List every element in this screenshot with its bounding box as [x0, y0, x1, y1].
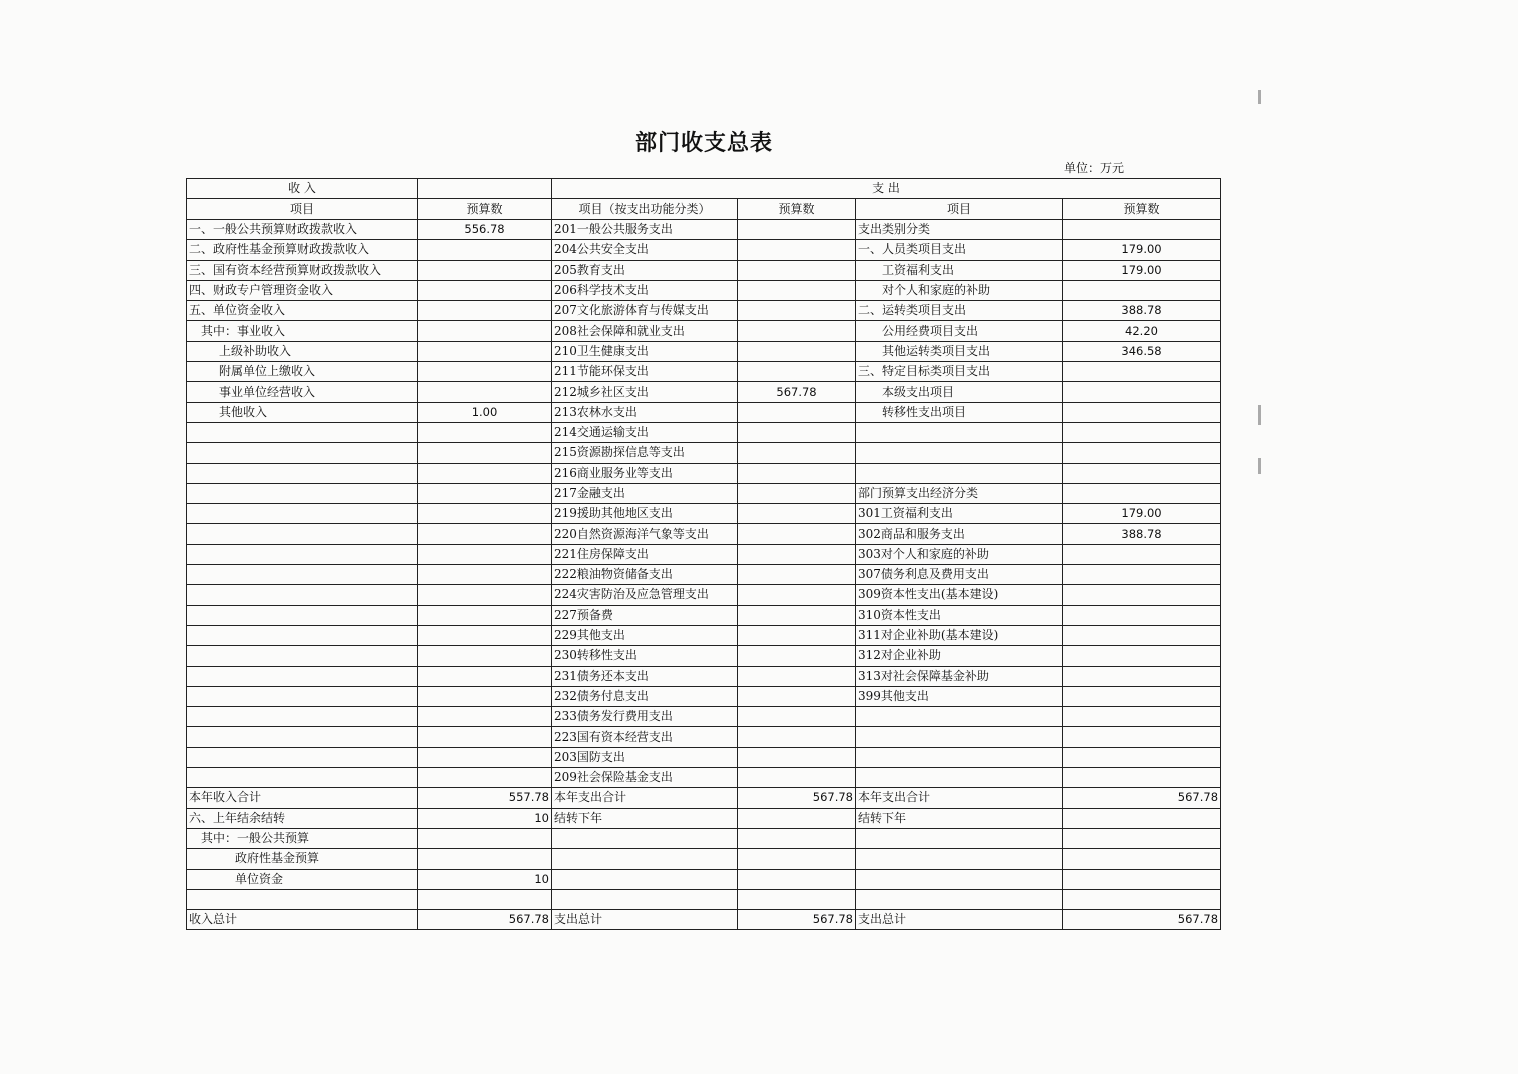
function-budget-cell [738, 220, 856, 240]
category-budget-cell [1063, 747, 1221, 767]
header-row-columns [187, 199, 1221, 220]
category-item-cell: 303对个人和家庭的补助 [856, 544, 1063, 564]
category-item-cell: 399其他支出 [856, 686, 1063, 706]
income-item-cell [187, 747, 418, 767]
income-budget-cell [418, 544, 552, 564]
income-item-cell: 一、一般公共预算财政拨款收入 [187, 220, 418, 240]
function-item-cell: 217金融支出 [552, 483, 738, 503]
function-item-cell: 201一般公共服务支出 [552, 220, 738, 240]
income-item-cell: 二、政府性基金预算财政拨款收入 [187, 240, 418, 260]
income-budget-cell [418, 585, 552, 605]
income-item-cell [187, 504, 418, 524]
function-item-cell: 210卫生健康支出 [552, 341, 738, 361]
category-budget-cell: 567.78 [1063, 788, 1221, 808]
table-row [187, 260, 1221, 280]
category-item-cell: 本级支出项目 [856, 382, 1063, 402]
category-budget-cell: 346.58 [1063, 341, 1221, 361]
function-budget-cell [738, 625, 856, 645]
income-item-cell [187, 686, 418, 706]
function-budget-cell [738, 422, 856, 442]
table-row [187, 808, 1221, 828]
function-budget-cell [738, 849, 856, 869]
income-item-cell [187, 443, 418, 463]
page-title: 部门收支总表 [634, 131, 773, 156]
category-item-cell: 二、运转类项目支出 [856, 301, 1063, 321]
table-row [187, 686, 1221, 706]
function-item-cell: 209社会保险基金支出 [552, 768, 738, 788]
category-item-cell [856, 889, 1063, 909]
income-budget-cell [418, 646, 552, 666]
category-item-cell [856, 727, 1063, 747]
income-budget-cell [418, 849, 552, 869]
category-budget-cell [1063, 828, 1221, 848]
income-item-cell [187, 544, 418, 564]
col-header-income-budget: 预算数 [418, 199, 552, 220]
category-budget-cell: 567.78 [1063, 910, 1221, 930]
col-header-income-item: 项目 [187, 199, 418, 220]
table-row [187, 443, 1221, 463]
function-item-cell: 224灾害防治及应急管理支出 [552, 585, 738, 605]
function-budget-cell [738, 362, 856, 382]
income-budget-cell [418, 280, 552, 300]
income-budget-cell [418, 625, 552, 645]
function-item-cell [552, 889, 738, 909]
col-header-function-item: 项目（按支出功能分类） [552, 199, 738, 220]
category-budget-cell: 388.78 [1063, 524, 1221, 544]
function-budget-cell [738, 585, 856, 605]
income-budget-cell [418, 504, 552, 524]
category-budget-cell [1063, 280, 1221, 300]
function-item-cell: 232债务付息支出 [552, 686, 738, 706]
function-item-cell: 233债务发行费用支出 [552, 707, 738, 727]
income-item-cell [187, 768, 418, 788]
table-row [187, 585, 1221, 605]
category-budget-cell [1063, 402, 1221, 422]
income-item-cell [187, 889, 418, 909]
category-item-cell: 313对社会保障基金补助 [856, 666, 1063, 686]
category-item-cell [856, 422, 1063, 442]
function-budget-cell [738, 727, 856, 747]
function-budget-cell [738, 808, 856, 828]
category-item-cell [856, 463, 1063, 483]
category-budget-cell [1063, 220, 1221, 240]
table-row [187, 301, 1221, 321]
function-budget-cell [738, 443, 856, 463]
category-budget-cell [1063, 422, 1221, 442]
income-item-cell [187, 666, 418, 686]
table-row [187, 402, 1221, 422]
function-budget-cell [738, 280, 856, 300]
scan-mark [1258, 405, 1261, 425]
scan-mark [1258, 458, 1261, 474]
income-budget-cell [418, 362, 552, 382]
category-item-cell: 307债务利息及费用支出 [856, 565, 1063, 585]
table-row [187, 869, 1221, 889]
function-item-cell: 222粮油物资储备支出 [552, 565, 738, 585]
table-row [187, 910, 1221, 930]
category-budget-cell [1063, 849, 1221, 869]
income-budget-cell [418, 443, 552, 463]
function-item-cell: 229其他支出 [552, 625, 738, 645]
category-budget-cell: 179.00 [1063, 260, 1221, 280]
function-budget-cell [738, 463, 856, 483]
function-item-cell: 结转下年 [552, 808, 738, 828]
budget-summary-table [186, 178, 1221, 930]
category-item-cell [856, 849, 1063, 869]
income-budget-cell [418, 341, 552, 361]
table-row [187, 828, 1221, 848]
function-budget-cell [738, 483, 856, 503]
income-budget-cell: 567.78 [418, 910, 552, 930]
expense-header: 支 出 [552, 179, 1221, 199]
income-item-cell: 三、国有资本经营预算财政拨款收入 [187, 260, 418, 280]
function-budget-cell [738, 544, 856, 564]
category-budget-cell [1063, 727, 1221, 747]
function-budget-cell: 567.78 [738, 910, 856, 930]
function-item-cell: 208社会保障和就业支出 [552, 321, 738, 341]
table-row [187, 321, 1221, 341]
category-item-cell: 其他运转类项目支出 [856, 341, 1063, 361]
category-budget-cell [1063, 686, 1221, 706]
category-budget-cell: 179.00 [1063, 240, 1221, 260]
income-item-cell [187, 524, 418, 544]
income-item-cell [187, 565, 418, 585]
category-item-cell: 转移性支出项目 [856, 402, 1063, 422]
income-item-cell [187, 707, 418, 727]
function-item-cell: 203国防支出 [552, 747, 738, 767]
function-item-cell: 221住房保障支出 [552, 544, 738, 564]
income-item-cell [187, 646, 418, 666]
income-item-cell: 事业单位经营收入 [187, 382, 418, 402]
income-item-cell: 附属单位上缴收入 [187, 362, 418, 382]
income-item-cell: 其他收入 [187, 402, 418, 422]
category-budget-cell [1063, 565, 1221, 585]
function-item-cell: 223国有资本经营支出 [552, 727, 738, 747]
category-item-cell: 部门预算支出经济分类 [856, 483, 1063, 503]
category-budget-cell [1063, 443, 1221, 463]
income-budget-cell [418, 422, 552, 442]
category-item-cell: 一、人员类项目支出 [856, 240, 1063, 260]
function-budget-cell [738, 504, 856, 524]
table-row [187, 220, 1221, 240]
income-budget-cell: 1.00 [418, 402, 552, 422]
function-budget-cell [738, 747, 856, 767]
income-item-cell: 其中：一般公共预算 [187, 828, 418, 848]
category-budget-cell: 42.20 [1063, 321, 1221, 341]
category-budget-cell [1063, 707, 1221, 727]
category-item-cell: 309资本性支出(基本建设) [856, 585, 1063, 605]
category-budget-cell [1063, 768, 1221, 788]
category-budget-cell [1063, 646, 1221, 666]
category-budget-cell [1063, 382, 1221, 402]
table-row [187, 483, 1221, 503]
income-budget-cell [418, 707, 552, 727]
category-budget-cell [1063, 625, 1221, 645]
income-budget-cell [418, 666, 552, 686]
income-budget-cell [418, 463, 552, 483]
income-budget-cell: 557.78 [418, 788, 552, 808]
income-budget-cell: 556.78 [418, 220, 552, 240]
table-row [187, 889, 1221, 909]
category-item-cell: 三、特定目标类项目支出 [856, 362, 1063, 382]
function-item-cell [552, 869, 738, 889]
table-row [187, 768, 1221, 788]
function-budget-cell [738, 646, 856, 666]
scan-mark [1258, 90, 1261, 104]
income-item-cell [187, 422, 418, 442]
table-row [187, 625, 1221, 645]
category-item-cell: 本年支出合计 [856, 788, 1063, 808]
category-budget-cell [1063, 666, 1221, 686]
category-budget-cell [1063, 808, 1221, 828]
income-budget-cell [418, 301, 552, 321]
table-row [187, 240, 1221, 260]
income-budget-cell [418, 686, 552, 706]
category-item-cell: 310资本性支出 [856, 605, 1063, 625]
col-header-function-budget: 预算数 [738, 199, 856, 220]
category-budget-cell: 179.00 [1063, 504, 1221, 524]
function-budget-cell: 567.78 [738, 382, 856, 402]
unit-label: 单位：万元 [1064, 161, 1125, 175]
table-row [187, 565, 1221, 585]
category-item-cell: 结转下年 [856, 808, 1063, 828]
function-item-cell [552, 849, 738, 869]
category-item-cell: 301工资福利支出 [856, 504, 1063, 524]
income-budget-cell [418, 260, 552, 280]
table-row [187, 341, 1221, 361]
table-row [187, 544, 1221, 564]
function-item-cell [552, 828, 738, 848]
function-item-cell: 204公共安全支出 [552, 240, 738, 260]
function-budget-cell [738, 889, 856, 909]
category-item-cell [856, 828, 1063, 848]
category-budget-cell: 388.78 [1063, 301, 1221, 321]
function-item-cell: 213农林水支出 [552, 402, 738, 422]
function-budget-cell [738, 869, 856, 889]
income-budget-cell [418, 605, 552, 625]
header-row-groups [187, 179, 1221, 199]
income-budget-cell [418, 828, 552, 848]
function-item-cell: 207文化旅游体育与传媒支出 [552, 301, 738, 321]
function-item-cell: 230转移性支出 [552, 646, 738, 666]
income-item-cell: 六、上年结余结转 [187, 808, 418, 828]
category-item-cell [856, 768, 1063, 788]
table-row [187, 463, 1221, 483]
category-item-cell [856, 443, 1063, 463]
table-row [187, 605, 1221, 625]
income-budget-cell [418, 889, 552, 909]
income-budget-cell [418, 382, 552, 402]
function-item-cell: 205教育支出 [552, 260, 738, 280]
income-budget-cell: 10 [418, 808, 552, 828]
function-budget-cell [738, 240, 856, 260]
income-header-blank [418, 179, 552, 199]
function-budget-cell [738, 565, 856, 585]
table-row [187, 504, 1221, 524]
table-row [187, 747, 1221, 767]
income-item-cell [187, 727, 418, 747]
income-item-cell [187, 483, 418, 503]
category-budget-cell [1063, 869, 1221, 889]
function-item-cell: 本年支出合计 [552, 788, 738, 808]
category-budget-cell [1063, 463, 1221, 483]
function-item-cell: 220自然资源海洋气象等支出 [552, 524, 738, 544]
table-row [187, 727, 1221, 747]
table-row [187, 280, 1221, 300]
income-item-cell [187, 625, 418, 645]
table-row [187, 707, 1221, 727]
category-item-cell [856, 869, 1063, 889]
function-budget-cell [738, 301, 856, 321]
category-budget-cell [1063, 483, 1221, 503]
col-header-category-item: 项目 [856, 199, 1063, 220]
category-budget-cell [1063, 362, 1221, 382]
function-budget-cell [738, 666, 856, 686]
income-item-cell [187, 605, 418, 625]
income-item-cell: 其中：事业收入 [187, 321, 418, 341]
function-budget-cell [738, 402, 856, 422]
income-header: 收 入 [187, 179, 418, 199]
income-item-cell: 单位资金 [187, 869, 418, 889]
category-item-cell: 312对企业补助 [856, 646, 1063, 666]
function-item-cell: 212城乡社区支出 [552, 382, 738, 402]
table-row [187, 524, 1221, 544]
table-row [187, 788, 1221, 808]
category-budget-cell [1063, 889, 1221, 909]
function-budget-cell [738, 260, 856, 280]
function-item-cell: 231债务还本支出 [552, 666, 738, 686]
function-item-cell: 支出总计 [552, 910, 738, 930]
category-item-cell [856, 707, 1063, 727]
income-item-cell: 本年收入合计 [187, 788, 418, 808]
income-item-cell: 政府性基金预算 [187, 849, 418, 869]
income-item-cell: 上级补助收入 [187, 341, 418, 361]
income-budget-cell [418, 240, 552, 260]
table-row [187, 646, 1221, 666]
category-item-cell: 公用经费项目支出 [856, 321, 1063, 341]
function-budget-cell [738, 524, 856, 544]
category-item-cell: 对个人和家庭的补助 [856, 280, 1063, 300]
function-item-cell: 211节能环保支出 [552, 362, 738, 382]
category-budget-cell [1063, 605, 1221, 625]
income-item-cell: 五、单位资金收入 [187, 301, 418, 321]
income-budget-cell [418, 727, 552, 747]
function-item-cell: 215资源勘探信息等支出 [552, 443, 738, 463]
income-budget-cell [418, 768, 552, 788]
function-budget-cell [738, 707, 856, 727]
category-item-cell: 311对企业补助(基本建设) [856, 625, 1063, 645]
category-item-cell [856, 747, 1063, 767]
function-item-cell: 219援助其他地区支出 [552, 504, 738, 524]
table-row [187, 666, 1221, 686]
category-item-cell: 302商品和服务支出 [856, 524, 1063, 544]
function-budget-cell: 567.78 [738, 788, 856, 808]
category-item-cell: 工资福利支出 [856, 260, 1063, 280]
income-item-cell: 收入总计 [187, 910, 418, 930]
function-budget-cell [738, 828, 856, 848]
income-budget-cell [418, 483, 552, 503]
function-budget-cell [738, 321, 856, 341]
category-item-cell: 支出总计 [856, 910, 1063, 930]
category-budget-cell [1063, 544, 1221, 564]
income-budget-cell [418, 524, 552, 544]
income-item-cell: 四、财政专户管理资金收入 [187, 280, 418, 300]
table-row [187, 422, 1221, 442]
function-budget-cell [738, 768, 856, 788]
function-item-cell: 206科学技术支出 [552, 280, 738, 300]
category-budget-cell [1063, 585, 1221, 605]
income-budget-cell [418, 321, 552, 341]
table-row [187, 382, 1221, 402]
function-item-cell: 214交通运输支出 [552, 422, 738, 442]
income-budget-cell: 10 [418, 869, 552, 889]
income-budget-cell [418, 747, 552, 767]
function-budget-cell [738, 341, 856, 361]
function-budget-cell [738, 605, 856, 625]
function-budget-cell [738, 686, 856, 706]
col-header-category-budget: 预算数 [1063, 199, 1221, 220]
income-item-cell [187, 585, 418, 605]
function-item-cell: 216商业服务业等支出 [552, 463, 738, 483]
table-row [187, 362, 1221, 382]
category-item-cell: 支出类别分类 [856, 220, 1063, 240]
function-item-cell: 227预备费 [552, 605, 738, 625]
income-budget-cell [418, 565, 552, 585]
table-row [187, 849, 1221, 869]
income-item-cell [187, 463, 418, 483]
